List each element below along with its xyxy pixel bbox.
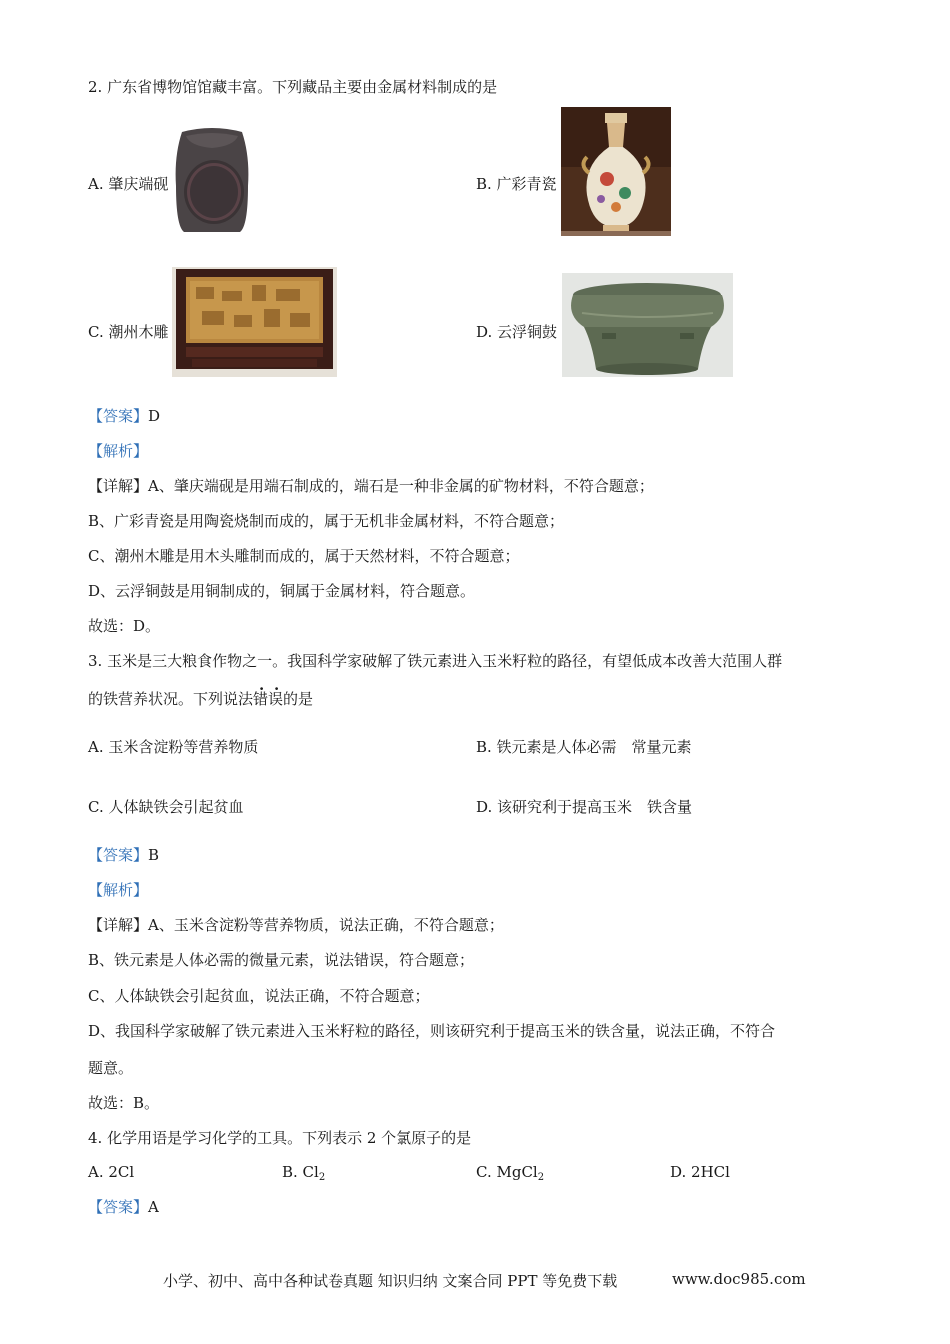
- q3-option-a: A. 玉米含淀粉等营养物质: [88, 738, 259, 756]
- q3-detail-line: D、我国科学家破解了铁元素进入玉米籽粒的路径，则该研究利于提高玉米的铁含量，说法正确，不符合: [88, 1022, 776, 1040]
- vase-image: [561, 107, 671, 236]
- q2-detail-line: 【详解】A、肇庆端砚是用端石制成的，端石是一种非金属的矿物材料，不符合题意；: [88, 477, 654, 495]
- q2-detail-line: D、云浮铜鼓是用铜制成的，铜属于金属材料，符合题意。: [88, 582, 476, 600]
- q3-option-c: C. 人体缺铁会引起贫血: [88, 798, 244, 816]
- bronze-drum-image: [562, 273, 733, 377]
- q2-option-b: B. 广彩青瓷: [476, 175, 557, 193]
- q2-detail-line: C、潮州木雕是用木头雕制而成的，属于天然材料，不符合题意；: [88, 547, 520, 565]
- footer-link[interactable]: www.doc985.com: [672, 1270, 806, 1288]
- q2-detail-line: B、广彩青瓷是用陶瓷烧制而成的，属于无机非金属材料，不符合题意；: [88, 512, 565, 530]
- answer-value: A: [148, 1198, 159, 1216]
- q4-option-a: A. 2Cl: [88, 1163, 135, 1181]
- q3-analysis-tag: 【解析】: [88, 881, 149, 899]
- q2-option-c: C. 潮州木雕: [88, 323, 169, 341]
- q4-option-b: B. $Cl_2$: [282, 1163, 326, 1183]
- q4-option-d: D. 2HCl: [670, 1163, 730, 1181]
- q3-detail-line: B、铁元素是人体必需的微量元素，说法错误，符合题意；: [88, 951, 475, 969]
- q3-conclusion: 故选：B。: [88, 1094, 160, 1112]
- answer-tag: 【答案】: [88, 407, 149, 425]
- q2-answer: [88, 406, 160, 426]
- q3-stem-line1: 3. 玉米是三大粮食作物之一。我国科学家破解了铁元素进入玉米籽粒的路径，有望低成本改善大范围人群: [88, 652, 783, 670]
- detail-tag: 【详解】: [88, 916, 149, 934]
- q3-detail-line: C、人体缺铁会引起贫血，说法正确，不符合题意；: [88, 987, 430, 1005]
- q2-option-d: D. 云浮铜鼓: [476, 323, 558, 341]
- wood-carving-image: [172, 267, 337, 377]
- q4-stem: 4. 化学用语是学习化学的工具。下列表示 2 个氯原子的是: [88, 1129, 472, 1147]
- q3-detail-line: 题意。: [88, 1059, 134, 1077]
- q3-answer: [88, 845, 159, 865]
- detail-tag: 【详解】: [88, 477, 149, 495]
- q4-answer: [88, 1197, 159, 1217]
- answer-value: D: [148, 407, 161, 425]
- q3-option-d: D. 该研究利于提高玉米 铁含量: [476, 798, 693, 816]
- q3-stem-line2: 的铁营养状况。下列说法错误的是: [88, 690, 314, 708]
- q2-analysis-tag: 【解析】: [88, 442, 149, 460]
- answer-tag: 【答案】: [88, 1198, 149, 1216]
- q2-option-a: A. 肇庆端砚: [88, 175, 169, 193]
- footer-text: 小学、初中、高中各种试卷真题 知识归纳 文案合同 PPT 等免费下载: [163, 1272, 618, 1290]
- inkstone-image: [172, 126, 252, 236]
- q3-detail-line: 【详解】A、玉米含淀粉等营养物质，说法正确，不符合题意；: [88, 916, 504, 934]
- q4-option-c: C. MgCl$_2$: [476, 1163, 545, 1183]
- q2-stem: 2. 广东省博物馆馆藏丰富。下列藏品主要由金属材料制成的是: [88, 78, 498, 96]
- q2-conclusion: 故选：D。: [88, 617, 161, 635]
- emphasis-char: 错: [253, 690, 269, 708]
- answer-value: B: [148, 846, 160, 864]
- answer-tag: 【答案】: [88, 846, 149, 864]
- q3-option-b: B. 铁元素是人体必需 常量元素: [476, 738, 692, 756]
- emphasis-char: 误: [268, 690, 284, 708]
